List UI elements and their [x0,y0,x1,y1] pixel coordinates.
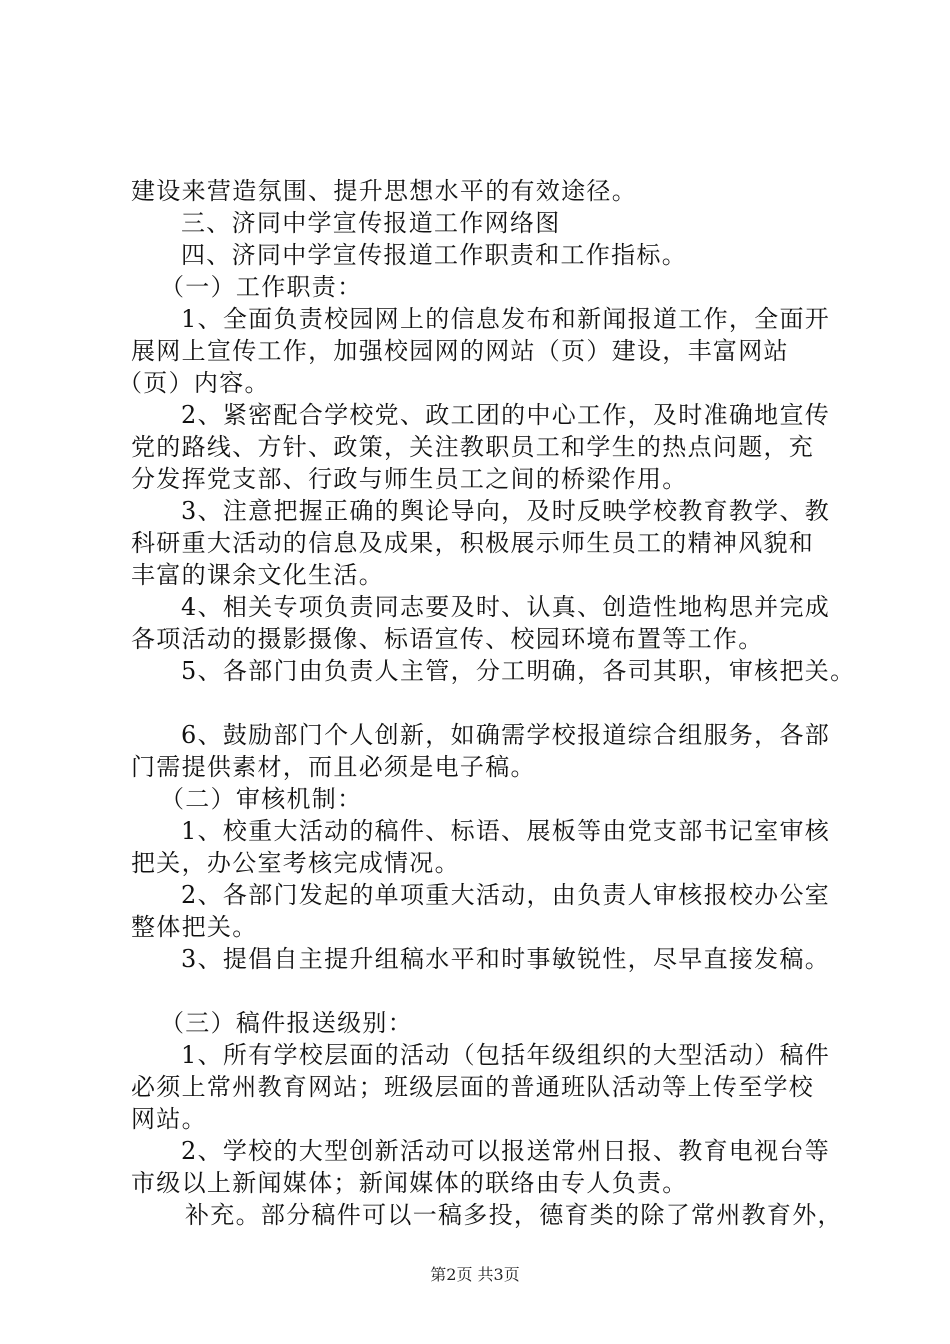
text-line: 门需提供素材，而且必须是电子稿。 [131,753,536,781]
text-line: 必须上常州教育网站；班级层面的普通班队活动等上传至学校 [131,1073,815,1101]
text-line: 1、所有学校层面的活动（包括年级组织的大型活动）稿件 [181,1041,831,1069]
text-line: 科研重大活动的信息及成果，积极展示师生员工的精神风貌和 [131,529,815,557]
section-heading: 三、济同中学宣传报道工作网络图 [181,209,561,237]
text-line: 5、各部门由负责人主管，分工明确，各司其职，审核把关。 [181,657,856,685]
text-line: 4、相关专项负责同志要及时、认真、创造性地构思并完成 [181,593,831,621]
text-line: 网站。 [131,1105,207,1133]
text-line: 1、校重大活动的稿件、标语、展板等由党支部书记室审核 [181,817,831,845]
text-line: 1、全面负责校园网上的信息发布和新闻报道工作，全面开 [181,305,831,333]
subsection-heading: （一）工作职责： [160,273,363,301]
page-number: 第2页 共3页 [430,1265,520,1284]
text-line: 展网上宣传工作，加强校园网的网站（页）建设，丰富网站 [131,337,789,365]
text-line: 丰富的课余文化生活。 [131,561,384,589]
section-heading: 四、济同中学宣传报道工作职责和工作指标。 [181,241,687,269]
text-line: 各项活动的摄影摄像、标语宣传、校园环境布置等工作。 [131,625,764,653]
text-line: 2、学校的大型创新活动可以报送常州日报、教育电视台等 [181,1137,831,1165]
text-line: 补充。部分稿件可以一稿多投，德育类的除了常州教育外， [185,1201,843,1229]
text-line: 分发挥党支部、行政与师生员工之间的桥梁作用。 [131,465,688,493]
text-line: 3、提倡自主提升组稿水平和时事敏锐性，尽早直接发稿。 [181,945,831,973]
text-line: （页）内容。 [118,369,270,397]
text-line: 市级以上新闻媒体；新闻媒体的联络由专人负责。 [131,1169,688,1197]
subsection-heading: （二）审核机制： [160,785,363,813]
text-line: 建设来营造氛围、提升思想水平的有效途径。 [131,177,637,205]
text-line: 2、紧密配合学校党、政工团的中心工作，及时准确地宣传 [181,401,831,429]
text-line: 6、鼓励部门个人创新，如确需学校报道综合组服务，各部 [181,721,831,749]
text-line: 3、注意把握正确的舆论导向，及时反映学校教育教学、教 [181,497,831,525]
text-line: 把关，办公室考核完成情况。 [131,849,460,877]
text-line: 整体把关。 [131,913,258,941]
text-line: 党的路线、方针、政策，关注教职员工和学生的热点问题，充 [131,433,815,461]
subsection-heading: （三）稿件报送级别： [160,1009,413,1037]
text-line: 2、各部门发起的单项重大活动，由负责人审核报校办公室 [181,881,831,909]
